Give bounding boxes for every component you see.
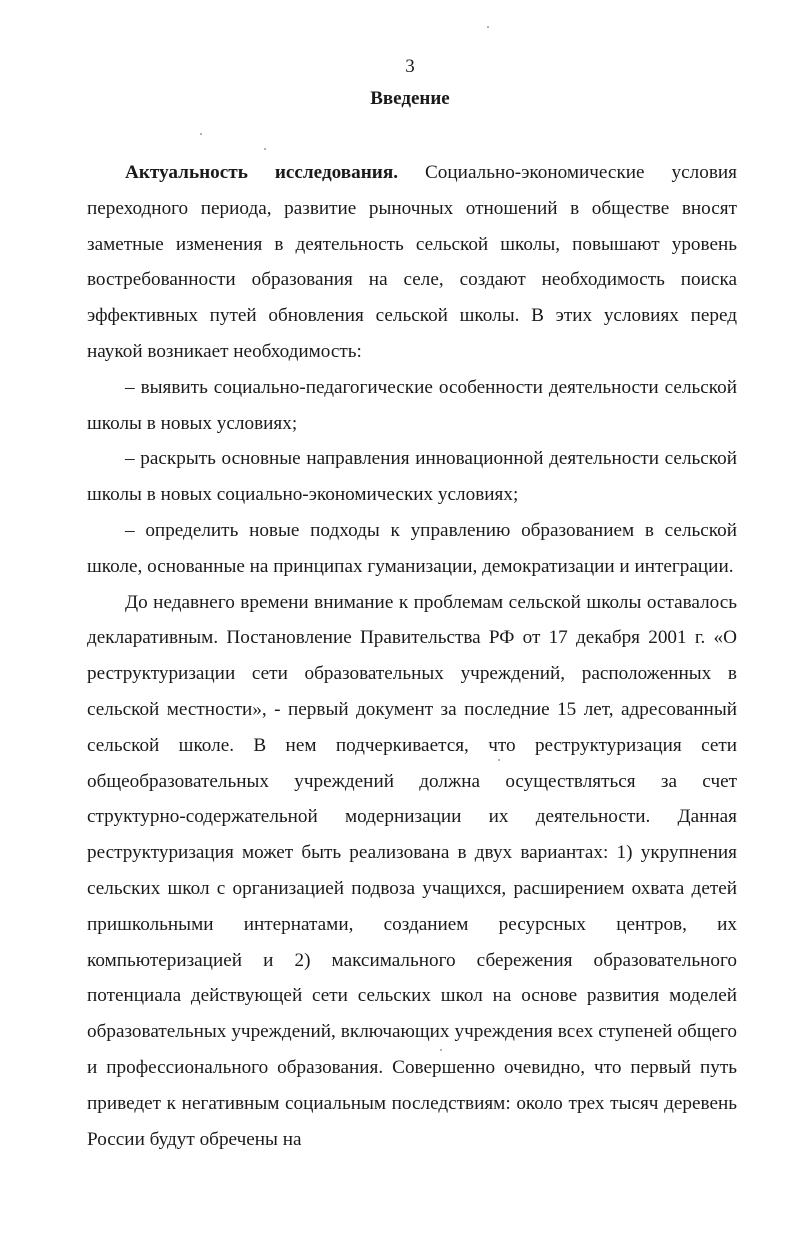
section-heading: Введение — [370, 88, 450, 109]
scan-speck — [498, 759, 500, 761]
scan-speck — [200, 133, 202, 135]
paragraph-lead: Актуальность исследования. — [125, 162, 399, 183]
list-item: – раскрыть основные направления инновационной деятельности сельской школы в новых социально-экономических условиях; — [87, 448, 737, 506]
scan-speck — [264, 148, 266, 150]
paragraph-text: Социально-экономические условия переходного периода, развитие рыночных отношений в обществе вносят заметные изменения в деятельность сельской школы, повышают уровень востребованности образования на селе, создают необходимость поиска эффективных путей обновления сельской школы. В этих условиях перед наукой возникает необходимость: — [87, 162, 737, 362]
list-item: – выявить социально-педагогические особенности деятельности сельской школы в новых условиях; — [87, 376, 737, 434]
scan-speck — [487, 26, 489, 28]
list-item: – определить новые подходы к управлению образованием в сельской школе, основанные на принципах гуманизации, демократизации и интеграции. — [87, 519, 737, 577]
paragraph-restructuring: До недавнего времени внимание к проблемам сельской школы оставалось декларативным. Постановление Правительства РФ от 17 декабря 2001 г. «О реструктуризации сети образовательных учреждений, расположенных в сельской местности», - первый документ за последние 15 лет, адресованный сельской школе. В нем подчеркивается, что реструктуризация сети общеобразовательных учреждений должна осуществляться за счет структурно-содержательной модернизации их деятельности. Данная реструктуризация может быть реализована в двух вариантах: 1) укрупнения сельских школ с организацией подвоза учащихся, расширением охвата детей пришкольными интернатами, созданием ресурсных центров, их компьютеризацией и 2) максимального сбережения образовательного потенциала действующей сети сельских школ на основе развития моделей образовательных учреждений, включающих учреждения всех ступеней общего и профессионального образования. Совершенно очевидно, что первый путь приведет к негативным социальным последствиям: около трех тысяч деревень России будут обречены на — [87, 591, 737, 1150]
body-text — [87, 155, 737, 1157]
paragraph-relevance — [87, 155, 737, 370]
page-number: 3 — [405, 56, 415, 77]
scan-speck — [440, 1049, 442, 1051]
